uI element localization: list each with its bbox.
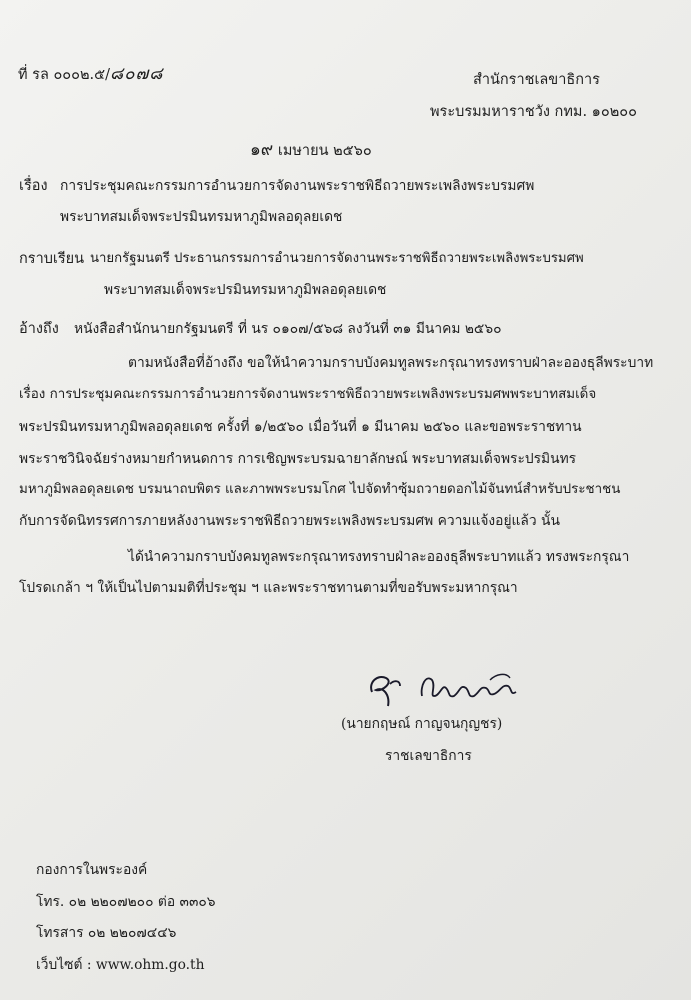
signature-graphic <box>360 662 530 712</box>
footer-fax: โทรสาร ๐๒ ๒๒๐๗๔๔๖ <box>36 925 177 941</box>
subject-line-1: การประชุมคณะกรรมการอำนวยการจัดงานพระราชพิธีถวายพระเพลิงพระบรมศพ <box>60 178 535 194</box>
handwritten-signature <box>360 662 530 712</box>
body-p1-line-2: เรื่อง การประชุมคณะกรรมการอำนวยการจัดงานพระราชพิธีถวายพระเพลิงพระบรมศพพระบาทสมเด็จ <box>19 387 597 402</box>
body-p1-line-3: พระปรมินทรมหาภูมิพลอดุลยเดช ครั้งที่ ๑/๒๕๖๐ เมื่อวันที่ ๑ มีนาคม ๒๕๖๐ และขอพระราชทาน <box>19 419 582 435</box>
signatory-title: ราชเลขาธิการ <box>385 748 472 764</box>
reference-label: อ้างถึง <box>19 321 59 337</box>
body-p1-line-4: พระราชวินิจฉัยร่างหมายกำหนดการ การเชิญพระบรมฉายาลักษณ์ พระบาทสมเด็จพระปรมินทร <box>19 451 577 467</box>
signatory-name: (นายกฤษณ์ กาญจนกุญชร) <box>341 716 503 732</box>
reference-number <box>18 64 163 85</box>
body-p1-line-6: กับการจัดนิทรรศการภายหลังงานพระราชพิธีถวายพระเพลิงพระบรมศพ ความแจ้งอยู่แล้ว นั้น <box>19 513 560 529</box>
body-p2-line-2: โปรดเกล้า ฯ ให้เป็นไปตามมติที่ประชุม ฯ และพระราชทานตามที่ขอรับพระมหากรุณา <box>19 580 518 596</box>
recipient-line-1: นายกรัฐมนตรี ประธานกรรมการอำนวยการจัดงานพระราชพิธีถวายพระเพลิงพระบรมศพ <box>90 251 584 266</box>
date-day: ๑๙ <box>250 140 274 160</box>
body-p1-line-5: มหาภูมิพลอดุลยเดช บรมนาถบพิตร และภาพพระบรมโกศ ไปจัดทำซุ้มถวายดอกไม้จันทน์สำหรับประชาชน <box>19 482 621 497</box>
reference-prefix: ที่ รล ๐๐๐๒.๕/ <box>18 67 111 83</box>
footer-website: เว็บไซต์ : www.ohm.go.th <box>36 957 205 973</box>
letter-date <box>250 140 372 161</box>
reference-handwritten-number: ๘๐๗๘ <box>110 64 164 84</box>
reference-text: หนังสือสำนักนายกรัฐมนตรี ที่ นร ๐๑๐๗/๕๖๘ ลงวันที่ ๓๑ มีนาคม ๒๕๖๐ <box>74 321 502 337</box>
date-month-year: เมษายน ๒๕๖๐ <box>277 143 372 159</box>
subject-line-2: พระบาทสมเด็จพระปรมินทรมหาภูมิพลอดุลยเดช <box>60 209 343 225</box>
recipient-line-2: พระบาทสมเด็จพระปรมินทรมหาภูมิพลอดุลยเดช <box>104 282 387 298</box>
office-name: สำนักราชเลขาธิการ <box>473 72 600 88</box>
footer-department: กองการในพระองค์ <box>36 862 148 878</box>
subject-label: เรื่อง <box>19 178 48 194</box>
body-p1-line-1: ตามหนังสือที่อ้างถึง ขอให้นำความกราบบังคมทูลพระกรุณาทรงทราบฝ่าละอองธุลีพระบาท <box>128 355 654 371</box>
recipient-label: กราบเรียน <box>19 251 85 267</box>
footer-phone: โทร. ๐๒ ๒๒๐๗๒๐๐ ต่อ ๓๓๐๖ <box>36 894 216 910</box>
office-address: พระบรมมหาราชวัง กทม. ๑๐๒๐๐ <box>430 104 637 120</box>
body-p2-line-1: ได้นำความกราบบังคมทูลพระกรุณาทรงทราบฝ่าละอองธุลีพระบาทแล้ว ทรงพระกรุณา <box>128 549 630 565</box>
